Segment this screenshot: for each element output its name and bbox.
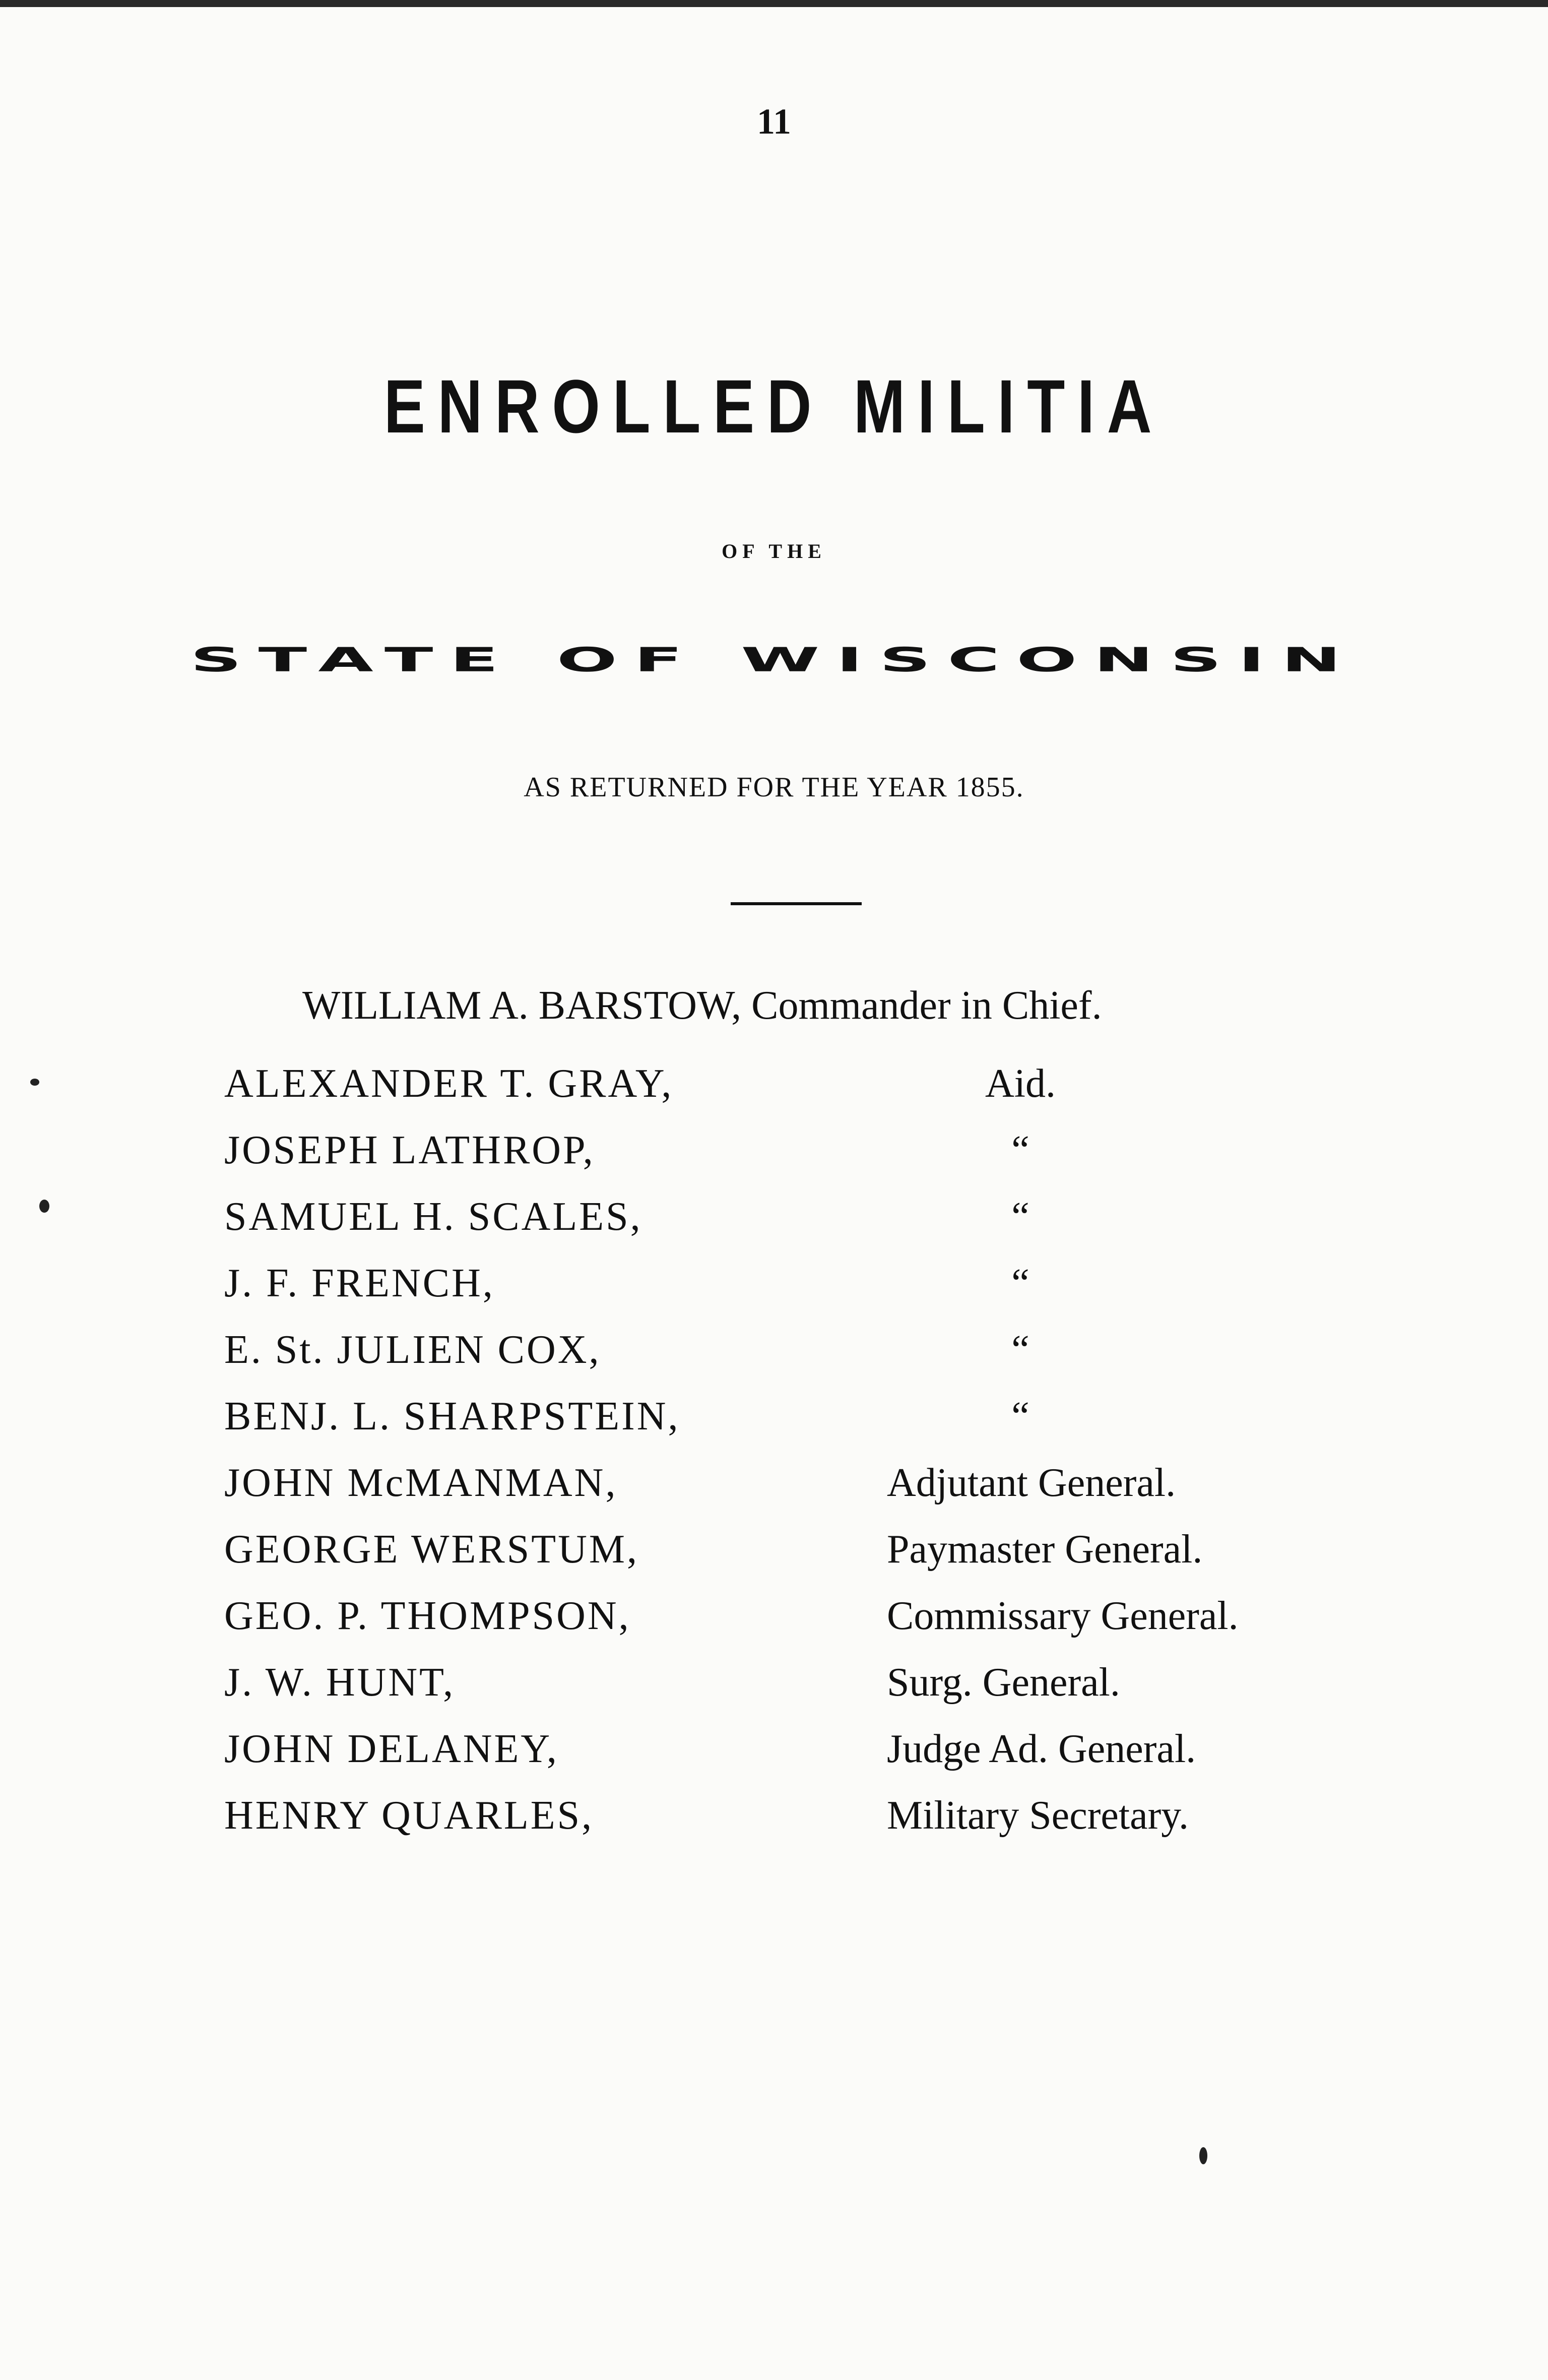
officer-title: “ (1011, 1195, 1029, 1239)
officer-name: JOSEPH LATHROP, (224, 1128, 595, 1172)
subtitle-of-the: OF THE (722, 540, 826, 562)
page-number: 11 (756, 101, 792, 142)
officer-row (0, 1726, 1548, 1793)
subtitle-state: STATE OF WISCONSIN (190, 641, 1358, 679)
officer-name: SAMUEL H. SCALES, (224, 1195, 642, 1239)
officer-title: “ (1011, 1394, 1029, 1438)
commander-line (302, 983, 1102, 1029)
page-title: ENROLLED MILITIA (383, 364, 1165, 449)
officer-list (0, 1061, 1548, 1859)
officer-name: HENRY QUARLES, (224, 1793, 594, 1838)
commander-title: Commander in Chief. (751, 983, 1102, 1028)
officer-name: JOHN DELANEY, (224, 1727, 559, 1771)
ink-speck (39, 1200, 49, 1213)
officer-row (0, 1327, 1548, 1394)
officer-row (0, 1660, 1548, 1726)
officer-title: Paymaster General. (887, 1527, 1203, 1572)
officer-row (0, 1394, 1548, 1460)
officer-name: BENJ. L. SHARPSTEIN, (224, 1394, 680, 1438)
officer-name: E. St. JULIEN COX, (224, 1328, 601, 1372)
officer-title: Surg. General. (887, 1660, 1120, 1705)
officer-row (0, 1261, 1548, 1327)
returned-year-line: AS RETURNED FOR THE YEAR 1855. (524, 772, 1024, 803)
officer-title: “ (1011, 1261, 1029, 1305)
officer-row (0, 1527, 1548, 1593)
officer-row (0, 1793, 1548, 1859)
officer-row (0, 1128, 1548, 1194)
officer-row (0, 1061, 1548, 1128)
officer-row (0, 1593, 1548, 1660)
officer-row (0, 1460, 1548, 1527)
officer-row (0, 1194, 1548, 1261)
officer-title: Military Secretary. (887, 1793, 1189, 1838)
officer-title: Judge Ad. General. (887, 1727, 1196, 1771)
officer-name: J. W. HUNT, (224, 1660, 456, 1705)
officer-title: “ (1011, 1128, 1029, 1172)
divider-rule (731, 902, 862, 905)
officer-name: GEORGE WERSTUM, (224, 1527, 639, 1572)
ink-speck (1199, 2147, 1207, 2164)
officer-name: JOHN McMANMAN, (224, 1461, 618, 1505)
officer-name: J. F. FRENCH, (224, 1261, 495, 1305)
scan-edge (0, 0, 1548, 7)
ink-speck (30, 1079, 39, 1086)
officer-name: GEO. P. THOMPSON, (224, 1594, 631, 1638)
officer-title: “ (1011, 1328, 1029, 1372)
officer-title: Aid. (985, 1061, 1056, 1106)
officer-title: Adjutant General. (887, 1461, 1176, 1505)
commander-name: WILLIAM A. BARSTOW, (302, 983, 742, 1028)
officer-title: Commissary General. (887, 1594, 1239, 1638)
officer-name: ALEXANDER T. GRAY, (224, 1061, 674, 1106)
